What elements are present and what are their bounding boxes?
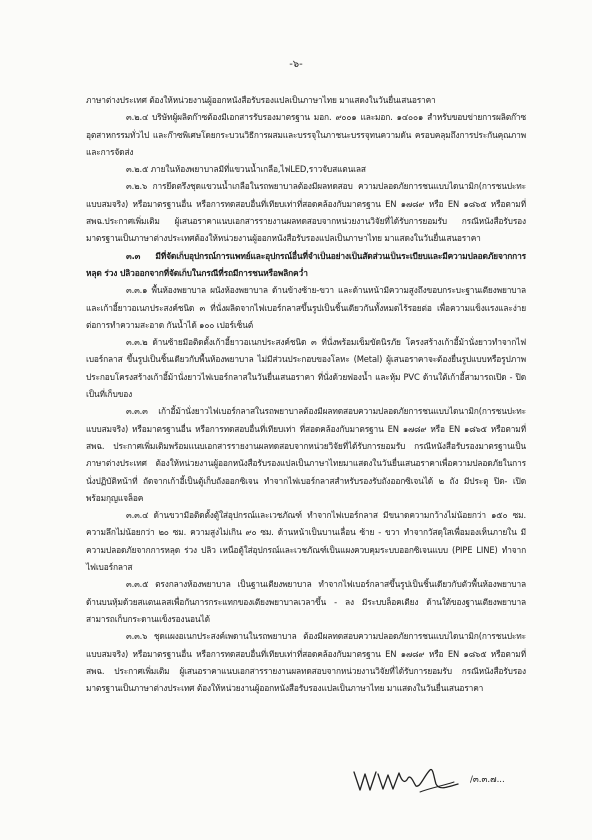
paragraph-3-2-6: ๓.๒.๖ การยึดตรึงชุดแขวนน้ำเกลือในรถพยาบาลต้องมีผลทดสอบ ความปลอดภัยการชนแบบไดนามิก(การชนปะทะแบบสมจริง) หรือมาตรฐานอื่น หรือการทดสอบอื่นที่เทียบเท่าที่สอดคล้องกับมาตรฐาน EN ๑๗๘๙ หรือ EN ๑๘๖๕ หรือตามที่ สพฉ.ประกาศเพิ่มเติม ผู้เสนอราคาแนบเอกสารรายงานผลทดสอบจากหน่วยงานวิจัยที่ได้รับการยอมรับ กรณีหนังสือรับรองมาตรฐานเป็นภาษาต่างประเทศต้องให้หน่วยงานผู้ออกหนังสือรับรองแปลเป็นภาษาไทย มาแสดงในวันยื่นเสนอราคา <box>86 181 526 244</box>
paragraph-3-3-6: ๓.๓.๖ ชุดแผงอเนกประสงค์เพดานในรถพยาบาล ต้องมีผลทดสอบความปลอดภัยการชนแบบไดนามิก(การชนปะทะแบบสมจริง) หรือมาตรฐานอื่น หรือการทดสอบอื่นที่เทียบเท่าที่สอดคล้องกับมาตรฐาน EN ๑๗๘๙ หรือ EN ๑๘๖๕ หรือตามที่สพฉ. ประกาศเพิ่มเติม ผู้เสนอราคาแนบเอกสารรายงานผลทดสอบจากหน่วยงานวิจัยที่ได้รับการยอมรับ กรณีหนังสือรับรองมาตรฐานเป็นภาษาต่างประเทศ ต้องให้หน่วยงานผู้ออกหนังสือรับรองแปลเป็นภาษาไทย มาแสดงในวันยื่นเสนอราคา <box>86 631 526 694</box>
section-heading-3-3: ๓.๓ มีที่จัดเก็บอุปกรณ์การแพทย์และอุปกรณ์อื่นที่จำเป็นอย่างเป็นสัดส่วนเป็นระเบียบและมีความปลอดภัยจากการหลุด ร่วง ปลิวออกจากที่จัดเก็บในกรณีที่รถมีการชนหรือพลิกคว่ำ <box>86 250 526 278</box>
page-footer <box>350 762 560 802</box>
paragraph-3-3-4: ๓.๓.๔ ด้านขวามีอติดตั้งตู้ใส่อุปกรณ์และเวชภัณฑ์ ทำจากไฟเบอร์กลาส มีขนาดความกว้างไม่น้อยกว่า ๑๕๐ ซม. ความลึกไม่น้อยกว่า ๒๐ ซม. ความสูงไม่เกิน ๙๐ ซม. ด้านหน้าเป็นบานเลื่อน ซ้าย - ขวา ทำจากวัสดุใสเพื่อมองเห็นภายใน มีความปลอดภัยจากการหลุด ร่วง ปลิว เหนือตู้ใส่อุปกรณ์และเวชภัณฑ์เป็นแผงควบคุมระบบออกซิเจนแบบ (PIPE LINE) ทำจากไฟเบอร์กลาส <box>86 510 526 573</box>
paragraph-3-3-1: ๓.๓.๑ พื้นห้องพยาบาล ผนังห้องพยาบาล ด้านข้างซ้าย-ขวา และด้านหน้ามีความสูงถึงขอบกระบะฐานเตียงพยาบาลและเก้าอี้ยาวอเนกประสงค์ชนิด ๓ ที่นั่งผลิตจากไฟเบอร์กลาสขึ้นรูปเป็นชิ้นเดียวกันทั้งหมดไร้รอยต่อ เพื่อความแข็งแรงและง่ายต่อการทำความสะอาด กันน้ำได้ ๑๐๐ เปอร์เซ็นต์ <box>86 285 526 330</box>
page-number: -๖- <box>289 59 303 70</box>
paragraph-3-2-5: ๓.๒.๕ ภายในห้องพยาบาลมีที่แขวนน้ำเกลือ,ไฟLED,ราวจับสแตนเลส <box>126 164 366 175</box>
paragraph-3-3-5: ๓.๓.๕ ตรงกลางห้องพยาบาล เป็นฐานเตียงพยาบาล ทำจากไฟเบอร์กลาสขึ้นรูปเป็นชิ้นเดียวกับตัวพื้นห้องพยาบาล ด้านบนหุ้มด้วยสแตนเลสเพื่อกันการกระแทกของเตียงพยาบาลเวลาขึ้น - ลง มีระบบล็อคเตียง ด้านใต้ของฐานเตียงพยาบาลสามารถเก็บกระดานแข็งรองนอนได้ <box>86 579 526 624</box>
handwritten-signature <box>350 762 465 802</box>
paragraph-3-3-3: ๓.๓.๓ เก้าอี้ม้านั่งยาวไฟเบอร์กลาสในรถพยาบาลต้องมีผลทดสอบความปลอดภัยการชนแบบไดนามิก(การชนปะทะแบบสมจริง) หรือมาตรฐานอื่น หรือการทดสอบอื่นที่เทียบเท่า ที่สอดคล้องกับมาตรฐาน EN ๑๗๘๙ หรือ EN ๑๘๖๕ หรือตามที่ สพฉ. ประกาศเพิ่มเติมพร้อมแนบเอกสารรายงานผลทดสอบจากหน่วยวิจัยที่ได้รับการยอมรับ กรณีหนังสือรับรองมาตรฐานเป็นภาษาต่างประเทศ ต้องให้หน่วยงานผู้ออกหนังสือรับรองแปลเป็นภาษาไทยมาแสดงในวันยื่นเสนอราคาเพื่อความปลอดภัยในการนั่งปฏิบัติหน้าที่ ถัดจากเก้าอี้เป็นตู้เก็บถังออกซิเจน ทำจากไฟเบอร์กลาสสำหรับรองรับถังออกซิเจนได้ ๒ ถัง มีประตู ปิด- เปิด พร้อมกุญแจล็อค <box>86 406 526 503</box>
continuation-marker: /๓.๓.๗... <box>470 775 505 785</box>
paragraph-intro-continued: ภาษาต่างประเทศ ต้องให้หน่วยงานผู้ออกหนังสือรับรองแปลเป็นภาษาไทย มาแสดงในวันยื่นเสนอราคา <box>86 95 436 105</box>
paragraph-3-3-2: ๓.๓.๒ ด้านซ้ายมีอติดตั้งเก้าอี้ยาวอเนกประสงค์ชนิด ๓ ที่นั่งพร้อมเข็มขัดนิรภัย โครงสร้างเก้าอี้ม้านั่งยาวทำจากไฟเบอร์กลาส ขึ้นรูปเป็นชิ้นเดียวกับพื้นห้องพยาบาล ไม่มีส่วนประกอบของโลหะ (Metal) ผู้เสนอราคาจะต้องยื่นรูปแบบหรือรูปภาพประกอบโครงสร้างเก้าอี้ม้านั่งยาวไฟเบอร์กลาสในวันยื่นเสนอราคา ที่นั่งด้วยฟองน้ำ และหุ้ม PVC ด้านใต้เก้าอี้สามารถเปิด - ปิด เป็นที่เก็บของ <box>86 337 526 400</box>
document-body <box>86 92 526 697</box>
paragraph-3-2-4: ๓.๒.๔ บริษัทผู้ผลิตก๊าซต้องมีเอกสารรับรองมาตรฐาน มอก. ๙๐๐๑ และมอก. ๑๔๐๐๑ สำหรับขอบข่ายการผลิตก๊าซอุตสาหกรรมทั่วไป และก๊าซพิเศษโดยกระบวนวิธีการผสมและบรรจุในภาชนะบรรจุทนความดัน ครอบคลุมถึงการประกันคุณภาพและการจัดส่ง <box>86 112 526 157</box>
